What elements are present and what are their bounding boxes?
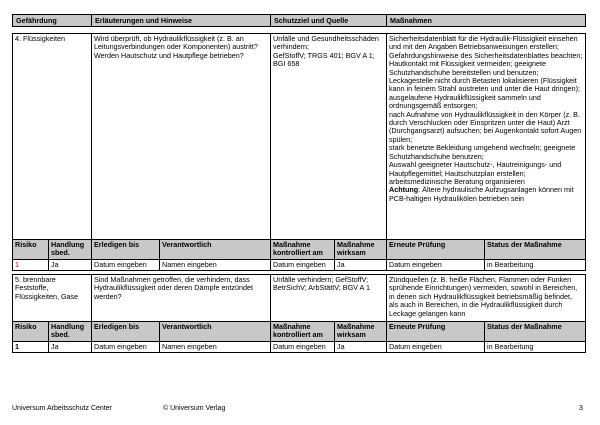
col-recheck: Erneute Prüfung [387,322,485,341]
col-risk: Risiko [12,322,49,341]
section-4-status-header [12,240,586,260]
col-responsible: Verantwortlich [160,240,271,259]
header-hazard: Gefährdung [12,15,92,26]
header-row [12,14,586,27]
due-date-field[interactable]: Datum eingeben [92,342,160,352]
col-action-needed: Handlung sbed. [49,240,92,259]
col-responsible: Verantwortlich [160,322,271,341]
header-protection-goal: Schutzziel und Quelle [271,15,387,26]
responsible-field[interactable]: Namen eingeben [160,260,271,270]
footer-copyright: © Universum Verlag [163,405,226,412]
checked-on-field[interactable]: Datum eingeben [271,342,335,352]
col-checked-on: Maßnahme kontrolliert am [271,322,335,341]
hazard-cell: 5. brennbare Feststoffe, Flüssigkeiten, Gase [12,275,92,321]
measures-text: Sicherheitsdatenblatt für die Hydraulik-Flüssigkeit einsehen und mit den Angaben Betriebsanweisungen erstellen; Gefahrdungshinweise des Sicherheitsdatenblattes beachten; Hautkontakt mit Flüssigkeit vermeiden; geeignete Schutzhandschuhe bereitstellen und benutzen; Leckagestelle nicht durch Betasten lokalisieren (Flüssigkeit kann in feinem Strahl austreten und unter die Haut dringen); ausgelaufene Hydraulikflüssigkeit sammeln und ordnungsgemäß entsorgen; nach Aufnahme von Hydraulikflüssigkeit in den Körper (z. B. durch Verschlucken oder Einspritzen unter die Haut) Arzt (Durchgangsarzt) aufsuchen; bei Augenkontakt sofort Augen spülen; stark benetzte Bekleidung umgehend wechseln; geeignete Schutzhandschuhe benutzen; Auswahl geeigneter Hautschutz-, Hautreinigungs- und Hautpflegemittel; Hautschutzplan erstellen; arbeitsmedizinische Beratung organisieren [389,34,583,186]
table-header [12,14,586,27]
header-measures: Maßnahmen [387,15,586,26]
measures-cell [387,34,586,239]
col-effective: Maßnahme wirksam [335,322,387,341]
protection-cell: Unfälle und Gesundheitsschäden verhindern; GefStoffV; TRGS 401; BGV A 1; BGI 658 [271,34,387,239]
explanation-cell: Sind Maßnahmen getroffen, die verhindern, dass Hydraulikflüssigkeit oder deren Dämpfe entzündet werden? [92,275,271,321]
recheck-field[interactable]: Datum eingeben [387,260,485,270]
risk-value[interactable]: 1 [12,260,49,270]
section-5 [12,274,586,353]
risk-value[interactable]: 1 [12,342,49,352]
page-number: 3 [579,405,583,412]
checked-on-field[interactable]: Datum eingeben [271,260,335,270]
effective-value[interactable]: Ja [335,342,387,352]
hazard-cell: 4. Flüssigkeiten [12,34,92,239]
col-due-date: Erledigen bis [92,240,160,259]
section-5-status-values [12,342,586,353]
section-5-body [12,275,586,322]
recheck-field[interactable]: Datum eingeben [387,342,485,352]
section-4-body [12,34,586,240]
section-5-status-header [12,322,586,342]
status-value[interactable]: in Bearbeitung [485,342,586,352]
footer-publisher-center: Universum Arbeitsschutz Center [12,405,112,412]
header-explanations: Erläuterungen und Hinweise [92,15,271,26]
col-action-needed: Handlung sbed. [49,322,92,341]
action-needed-value[interactable]: Ja [49,260,92,270]
warning-label: Achtung [389,185,419,195]
section-4-status-values [12,260,586,271]
col-due-date: Erledigen bis [92,322,160,341]
col-risk: Risiko [12,240,49,259]
warning-text: : Ältere hydraulische Aufzugsanlagen können mit PCB-haltigen Hydraulikölen betrieben sein [389,185,574,203]
protection-cell: Unfälle verhindern; GefStoffV; BetrSichV; ArbStättV; BGV A 1 [271,275,387,321]
measures-cell: Zündquellen (z. B. heiße Flächen, Flammen oder Funken sprühende Einrichtungen) vermeiden, sowohl in Bereichen, in denen sich Hydraulikflüssigkeit betriebsmäßig befindet, als auch in Bereichen, in die Hydraulikflüssigkeit durch Leckage gelangen kann [387,275,586,321]
col-status: Status der Maßnahme [485,322,586,341]
action-needed-value[interactable]: Ja [49,342,92,352]
due-date-field[interactable]: Datum eingeben [92,260,160,270]
effective-value[interactable]: Ja [335,260,387,270]
col-effective: Maßnahme wirksam [335,240,387,259]
col-status: Status der Maßnahme [485,240,586,259]
explanation-cell: Wird überprüft, ob Hydraulikflüssigkeit (z. B. an Leitungsverbindungen oder Komponenten) austritt? Werden Hautschutz und Hautpflege betrieben? [92,34,271,239]
col-checked-on: Maßnahme kontrolliert am [271,240,335,259]
section-4 [12,33,586,271]
status-value[interactable]: in Bearbeitung [485,260,586,270]
responsible-field[interactable]: Namen eingeben [160,342,271,352]
col-recheck: Erneute Prüfung [387,240,485,259]
